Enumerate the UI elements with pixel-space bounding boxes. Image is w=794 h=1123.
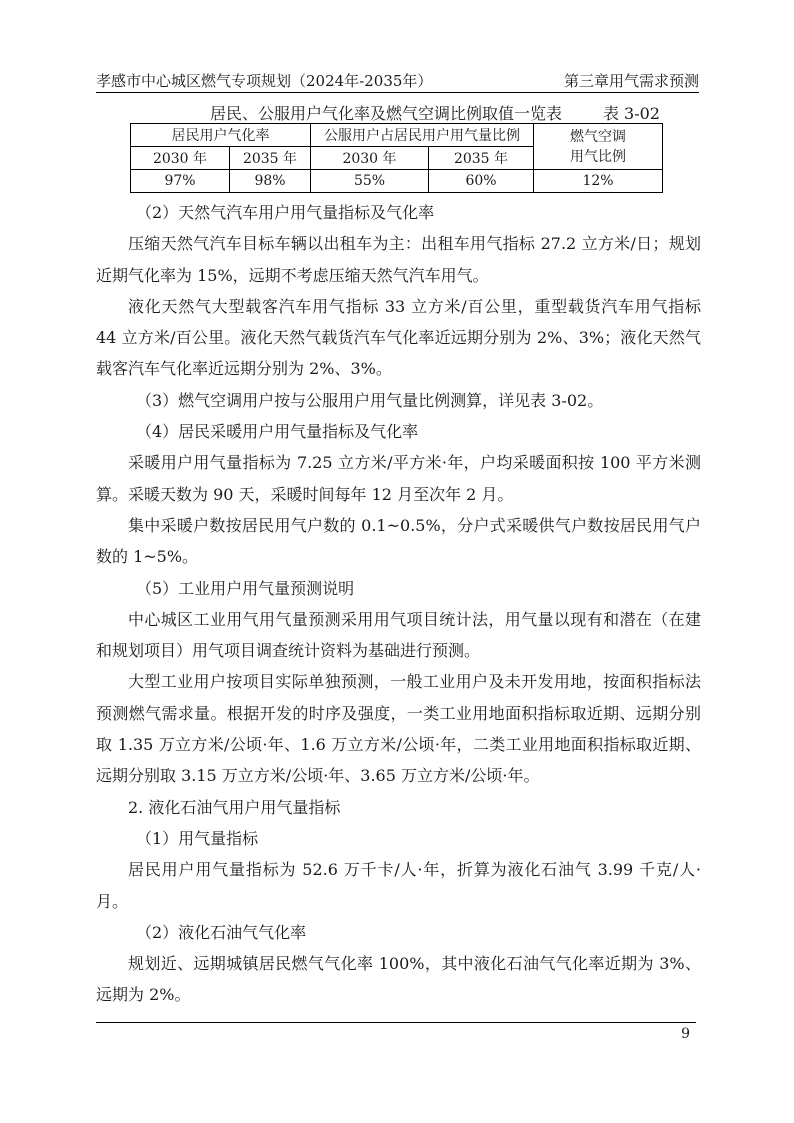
table-title: 居民、公服用户气化率及燃气空调比例取值一览表 xyxy=(210,104,563,123)
section-heading: （2）天然气汽车用户用气量指标及气化率 xyxy=(136,203,435,222)
table-year-cell: 2035 年 xyxy=(429,147,534,170)
table-group-header-label: 燃气空调用气比例 xyxy=(570,128,626,165)
table-year-cell: 2030 年 xyxy=(311,147,429,170)
body-text xyxy=(96,197,701,1011)
body-paragraph: 中心城区工业用气用气量预测采用用气项目统计法，用气量以现有和潜在（在建和规划项目）用气项目调查统计资料为基础进行预测。 xyxy=(96,609,701,661)
header-document-title: 孝感市中心城区燃气专项规划（2024年-2035年） xyxy=(96,72,433,90)
table-caption xyxy=(130,101,662,123)
table-value-cell: 12% xyxy=(534,170,663,193)
table-value-cell: 55% xyxy=(311,170,429,193)
body-paragraph: 液化天然气大型载客汽车用气指标 33 立方米/百公里，重型载货汽车用气指标 44 立方米/百公里。液化天然气载货汽车气化率近远期分别为 2%、3%；液化天然气载客汽车气化率近远期分别为 2%、3%。 xyxy=(96,296,701,379)
table-group-header: 居民用户气化率 xyxy=(131,124,311,147)
table-value-row xyxy=(131,170,663,193)
table-group-header: 公服用户占居民用户用气量比例 xyxy=(311,124,534,147)
page-header xyxy=(96,68,699,93)
body-paragraph: 居民用户用气量指标为 52.6 万千卡/人·年，折算为液化石油气 3.99 千克/人·月。 xyxy=(96,860,701,911)
body-paragraph: 集中采暖户数按居民用气户数的 0.1~0.5%，分户式采暖供气户数按居民用气户数的 1~5%。 xyxy=(96,515,701,567)
body-paragraph: 压缩天然气汽车目标车辆以出租车为主：出租车用气指标 27.2 立方米/日；规划近期气化率为 15%，远期不考虑压缩天然气汽车用气。 xyxy=(96,234,701,285)
footer-rule xyxy=(96,1022,696,1023)
body-paragraph: 大型工业用户按项目实际单独预测，一般工业用户及未开发用地，按面积指标法预测燃气需求量。根据开发的时序及强度，一类工业用地面积指标取近期、远期分别取 1.35 万立方米/公顷·年、1.6 万立方米/公顷·年，二类工业用地面积指标取近期、远期分别取 3.15 万立方米/公顷·年、3.65 万立方米/公顷·年。 xyxy=(96,672,701,786)
page-number: 9 xyxy=(681,1026,690,1042)
table-group-header xyxy=(534,124,663,170)
section-heading: （3）燃气空调用户按与公服用户用气量比例测算，详见表 3-02。 xyxy=(136,390,604,410)
table-value-cell: 98% xyxy=(230,170,311,193)
body-paragraph: 采暖用户用气量指标为 7.25 立方米/平方米·年，户均采暖面积按 100 平方米测算。采暖天数为 90 天，采暖时间每年 12 月至次年 2 月。 xyxy=(96,453,701,504)
table-value-cell: 60% xyxy=(429,170,534,193)
header-chapter-title: 第三章用气需求预测 xyxy=(563,72,699,90)
table-header-row xyxy=(131,124,663,147)
section-heading: （4）居民采暖用户用气量指标及气化率 xyxy=(136,422,419,442)
section-heading: （5）工业用户用气量预测说明 xyxy=(136,578,355,598)
gasification-rate-table xyxy=(130,123,663,193)
section-heading: （1）用气量指标 xyxy=(136,828,259,848)
section-heading: （2）液化石油气气化率 xyxy=(136,922,307,942)
table-year-cell: 2035 年 xyxy=(230,147,311,170)
table-year-cell: 2030 年 xyxy=(131,147,230,170)
table-value-cell: 97% xyxy=(131,170,230,193)
table-number: 表 3-02 xyxy=(602,104,660,123)
body-paragraph: 规划近、远期城镇居民燃气气化率 100%，其中液化石油气气化率近期为 3%、远期为 2%。 xyxy=(96,954,701,1005)
body-paragraph: 2. 液化石油气用户用气量指标 xyxy=(128,797,341,817)
